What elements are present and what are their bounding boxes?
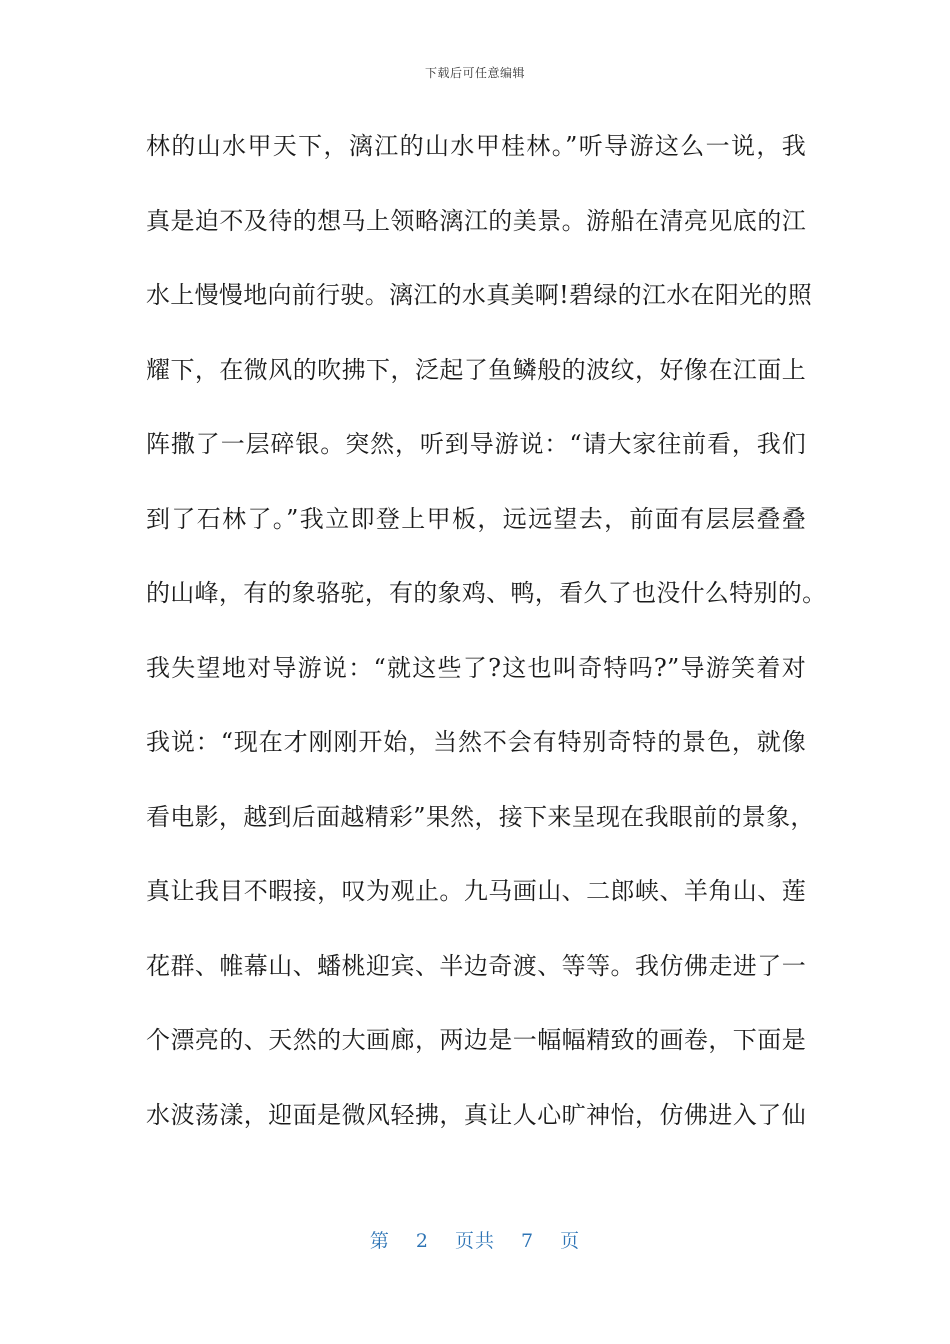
- document-body: [146, 126, 827, 1169]
- text-line: 看电影，越到后面越精彩”果然，接下来呈现在我眼前的景象，: [146, 802, 815, 831]
- page-footer: [0, 1226, 950, 1253]
- text-line: 真是迫不及待的想马上领略漓江的美景。游船在清亮见底的江: [146, 206, 806, 235]
- footer-middle: 页共: [454, 1230, 495, 1252]
- text-line: 我说：“现在才刚刚开始，当然不会有特别奇特的景色，就像: [146, 728, 806, 756]
- text-line: 到了石林了。”我立即登上甲板，远远望去，前面有层层叠叠: [146, 504, 806, 533]
- footer-prefix: 第: [369, 1230, 390, 1252]
- text-line: 林的山水甲天下，漓江的山水甲桂林。”听导游这么一说，我: [146, 132, 806, 160]
- text-line: 个漂亮的、天然的大画廊，两边是一幅幅精致的画卷，下面是: [146, 1026, 806, 1054]
- text-line: 阵撒了一层碎银。突然，听到导游说：“请大家往前看，我们: [146, 430, 806, 458]
- footer-suffix: 页: [560, 1230, 581, 1252]
- page-header: 下载后可任意编辑: [424, 66, 525, 80]
- current-page-number: 2: [415, 1230, 429, 1252]
- text-line: 我失望地对导游说：“就这些了?这也叫奇特吗?”导游笑着对: [146, 653, 806, 682]
- total-pages-number: 7: [521, 1230, 535, 1252]
- text-line: 真让我目不暇接，叹为观止。九马画山、二郎峡、羊角山、莲: [146, 877, 806, 905]
- text-line: 耀下，在微风的吹拂下，泛起了鱼鳞般的波纹，好像在江面上: [146, 355, 806, 384]
- text-line: 水波荡漾，迎面是微风轻拂，真让人心旷神怡，仿佛进入了仙: [146, 1100, 806, 1129]
- text-line: 的山峰，有的象骆驼，有的象鸡、鸭，看久了也没什么特别的。: [146, 579, 827, 607]
- text-line: 水上慢慢地向前行驶。漓江的水真美啊!碧绿的江水在阳光的照: [146, 281, 813, 309]
- text-line: 花群、帷幕山、蟠桃迎宾、半边奇渡、等等。我仿佛走进了一: [146, 951, 806, 980]
